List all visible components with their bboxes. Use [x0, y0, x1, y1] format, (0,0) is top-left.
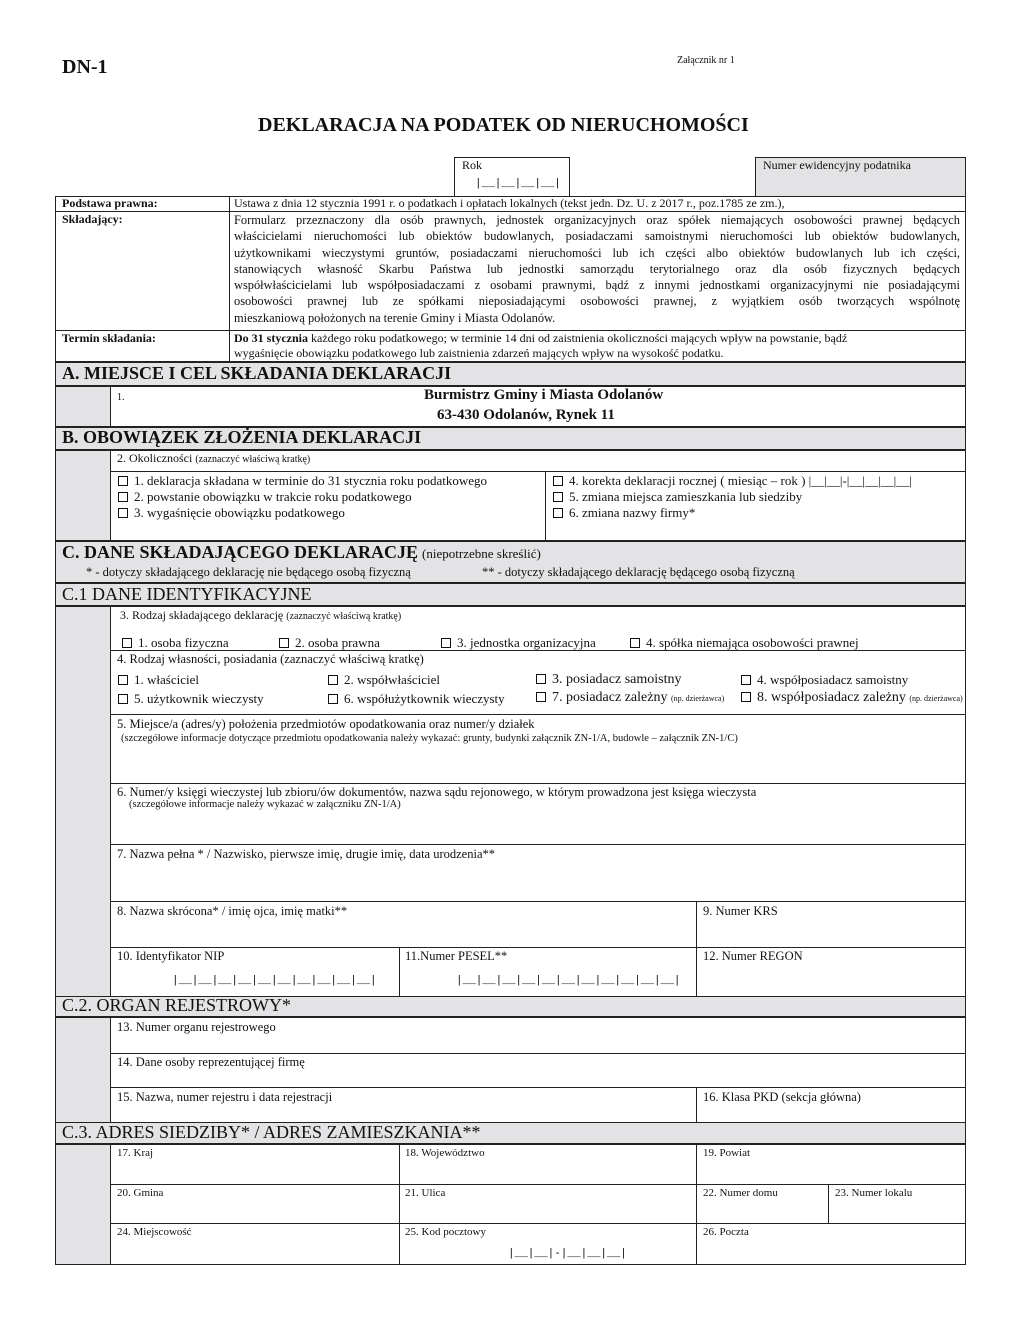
section-a-title: A. MIEJSCE I CEL SKŁADANIA DEKLARACJI	[62, 363, 452, 383]
postal-code-input[interactable]: |__|__|-|__|__|__|	[508, 1248, 627, 1260]
field-6-hint: (szczegółowe informacje należy wykazać w załączniku ZN-1/A)	[129, 799, 401, 810]
field-13-label: 13. Numer organu rejestrowego	[117, 1020, 276, 1034]
checkbox-icon[interactable]	[536, 674, 546, 684]
option-c3-1[interactable]: 1. osoba fizyczna	[122, 635, 229, 651]
option-c3-3[interactable]: 3. jednostka organizacyjna	[441, 635, 596, 651]
full-name-input[interactable]	[111, 863, 965, 900]
field-9-label: 9. Numer KRS	[703, 904, 778, 918]
option-c4-8[interactable]: 8. współposiadacz zależny (np. dzierżawca)	[741, 690, 963, 706]
option-c4-7[interactable]: 7. posiadacz zależny (np. dzierżawca)	[536, 690, 724, 706]
checkbox-icon[interactable]	[741, 675, 751, 685]
nip-input[interactable]: |__|__|__|__|__|__|__|__|__|__|	[172, 975, 377, 987]
field-14-label: 14. Dane osoby reprezentującej firmę	[117, 1055, 305, 1069]
field-23-label: 23. Numer lokalu	[835, 1187, 913, 1199]
option-b2[interactable]: 2. powstanie obowiązku w trakcie roku podatkowego	[118, 489, 412, 505]
submitter-label: Składający:	[62, 212, 123, 226]
voivodeship-input[interactable]	[400, 1162, 695, 1183]
authority-address: 63-430 Odolanów, Rynek 11	[437, 407, 615, 423]
form-code: DN-1	[62, 56, 108, 78]
checkbox-icon[interactable]	[118, 675, 128, 685]
checkbox-icon[interactable]	[118, 476, 128, 486]
option-c4-4[interactable]: 4. współposiadacz samoistny	[741, 672, 908, 688]
deadline-text-line2: wygaśnięcie obowiązku podatkowego lub zaistnienia zdarzeń mających wpływ na wysokość podatku.	[234, 346, 724, 360]
option-c4-2[interactable]: 2. współwłaściciel	[328, 672, 440, 688]
field-20-label: 20. Gmina	[117, 1187, 164, 1199]
year-digits: |__|__|__|__|	[475, 178, 561, 190]
option-c4-5[interactable]: 5. użytkownik wieczysty	[118, 691, 264, 707]
municipality-input[interactable]	[111, 1202, 398, 1222]
field-22-label: 22. Numer domu	[703, 1187, 778, 1199]
location-input[interactable]	[111, 746, 965, 782]
legal-basis-label: Podstawa prawna:	[62, 196, 158, 210]
section-c1-title: C.1 DANE IDENTYFIKACYJNE	[62, 584, 312, 604]
legal-basis-text: Ustawa z dnia 12 stycznia 1991 r. o podatkach i opłatach lokalnych (tekst jedn. Dz. U. z 2017 r., poz.1785 ze zm.),	[234, 196, 785, 210]
field-24-label: 24. Miejscowość	[117, 1226, 192, 1238]
registry-organ-input[interactable]	[111, 1036, 965, 1052]
option-c4-1[interactable]: 1. właściciel	[118, 672, 199, 688]
field-8-label: 8. Nazwa skrócona* / imię ojca, imię matki**	[117, 904, 348, 918]
section-c-note-left: * - dotyczy składającego deklarację nie będącego osobą fizyczną	[86, 565, 411, 579]
deadline-label: Termin składania:	[62, 331, 156, 345]
checkbox-icon[interactable]	[536, 692, 546, 702]
option-b3[interactable]: 3. wygaśnięcie obowiązku podatkowego	[118, 505, 345, 521]
option-c4-6[interactable]: 6. współużytkownik wieczysty	[328, 691, 505, 707]
krs-input[interactable]	[697, 920, 965, 947]
field-26-label: 26. Poczta	[703, 1226, 749, 1238]
field-25-label: 25. Kod pocztowy	[405, 1226, 486, 1238]
deadline-text-line1: Do 31 stycznia każdego roku podatkowego; w terminie 14 dni od zaistnienia okoliczności mających wpływ na powstanie, bądź	[234, 331, 848, 345]
taxpayer-number-label: Numer ewidencyjny podatnika	[763, 158, 911, 172]
checkbox-icon[interactable]	[328, 675, 338, 685]
field-5-hint: (szczegółowe informacje dotyczące przedmiotu opodatkowania należy wykazać: grunty, budynki załącznik ZN-1/A, budowle – załącznik ZN-1/C)	[121, 733, 738, 744]
field-7-label: 7. Nazwa pełna * / Nazwisko, pierwsze imię, drugie imię, data urodzenia**	[117, 847, 495, 861]
field-16-label: 16. Klasa PKD (sekcja główna)	[703, 1090, 861, 1104]
checkbox-icon[interactable]	[741, 692, 751, 702]
option-c4-3[interactable]: 3. posiadacz samoistny	[536, 672, 681, 688]
checkbox-icon[interactable]	[553, 492, 563, 502]
section-c-note-right: ** - dotyczy składającego deklarację będącego osobą fizyczną	[482, 565, 795, 579]
pkd-input[interactable]	[697, 1105, 965, 1122]
pesel-input[interactable]: |__|__|__|__|__|__|__|__|__|__|__|	[456, 975, 681, 987]
checkbox-icon[interactable]	[553, 508, 563, 518]
section-c3-title: C.3. ADRES SIEDZIBY* / ADRES ZAMIESZKANIA**	[62, 1122, 481, 1142]
page-title: DEKLARACJA NA PODATEK OD NIERUCHOMOŚCI	[258, 114, 749, 136]
field-15-label: 15. Nazwa, numer rejestru i data rejestracji	[117, 1090, 333, 1104]
field-11-label: 11.Numer PESEL**	[405, 949, 508, 963]
county-input[interactable]	[697, 1162, 965, 1183]
attachment-note: Załącznik nr 1	[677, 55, 735, 66]
field-10-label: 10. Identyfikator NIP	[117, 949, 225, 963]
checkbox-icon[interactable]	[553, 476, 563, 486]
street-input[interactable]	[400, 1202, 695, 1222]
year-label: Rok	[462, 158, 483, 172]
section-b-title: B. OBOWIĄZEK ZŁOŻENIA DEKLARACJI	[62, 427, 422, 447]
field-19-label: 19. Powiat	[703, 1147, 751, 1159]
country-input[interactable]	[111, 1162, 398, 1183]
apartment-number-input[interactable]	[829, 1202, 965, 1222]
option-c3-4[interactable]: 4. spółka niemająca osobowości prawnej	[630, 635, 859, 651]
section-c-title: C. DANE SKŁADAJĄCEGO DEKLARACJĘ (niepotrzebne skreślić)	[62, 542, 541, 562]
submitter-description: Formularz przeznaczony dla osób prawnych, jednostek organizacyjnych oraz spółek niemających osobowości prawnej będących właścicielami nieruchomości lub obiektów budowlanych, posiadaczami samoistnymi nieruchomości lub obiektów budowlanych, użytkownikami wieczystymi gruntów, posiadaczami nieruchomości lub ich części albo obiektów budowlanych lub ich części, stanowiących własność Skarbu Państwa lub jednostki samorządu terytorialnego oraz dla osób fizycznych będących współwłaścicielami lub współposiadaczami z osobami prawnymi, bądź z innymi jednostkami organizacyjnymi nie posiadającymi osobowości prawnej lub ze spółkami nieposiadającymi osobowości prawnej, z wyjątkiem osób tworzących wspólnotę mieszkaniową położonych na terenie Gminy i Miasta Odolanów.	[234, 213, 960, 325]
checkbox-icon[interactable]	[279, 638, 289, 648]
field-4-label: 4. Rodzaj własności, posiadania (zaznaczyć właściwą kratkę)	[117, 652, 424, 666]
field-6-label: 6. Numer/y księgi wieczystej lub zbioru/ów dokumentów, nazwa sądu rejonowego, w którym prowadzona jest księga wieczysta	[117, 785, 757, 799]
representative-input[interactable]	[111, 1071, 965, 1086]
checkbox-icon[interactable]	[328, 694, 338, 704]
city-input[interactable]	[111, 1241, 398, 1264]
section-c2-title: C.2. ORGAN REJESTROWY*	[62, 995, 292, 1015]
field-1-label: 1.	[117, 392, 125, 403]
checkbox-icon[interactable]	[118, 508, 128, 518]
regon-input[interactable]	[697, 965, 965, 995]
field-18-label: 18. Województwo	[405, 1147, 485, 1159]
checkbox-icon[interactable]	[441, 638, 451, 648]
short-name-input[interactable]	[111, 920, 695, 947]
field-12-label: 12. Numer REGON	[703, 949, 803, 963]
authority-name: Burmistrz Gminy i Miasta Odolanów	[424, 387, 664, 403]
field-5-label: 5. Miejsce/a (adres/y) położenia przedmiotów opodatkowania oraz numer/y działek	[117, 717, 535, 731]
option-b4[interactable]: 4. korekta deklaracji rocznej ( miesiąc – rok ) |__|__|-|__|__|__|__|	[553, 473, 912, 489]
land-register-input[interactable]	[111, 813, 965, 843]
field-17-label: 17. Kraj	[117, 1147, 154, 1159]
checkbox-icon[interactable]	[630, 638, 640, 648]
option-b5[interactable]: 5. zmiana miejsca zamieszkania lub siedziby	[553, 489, 802, 505]
option-b1[interactable]: 1. deklaracja składana w terminie do 31 stycznia roku podatkowego	[118, 473, 487, 489]
option-b6[interactable]: 6. zmiana nazwy firmy*	[553, 505, 695, 521]
checkbox-icon[interactable]	[122, 638, 132, 648]
post-office-input[interactable]	[697, 1241, 965, 1264]
checkbox-icon[interactable]	[118, 694, 128, 704]
registry-details-input[interactable]	[111, 1105, 695, 1122]
option-c3-2[interactable]: 2. osoba prawna	[279, 635, 380, 651]
field-2-label: 2. Okoliczności (zaznaczyć właściwą kratkę)	[117, 451, 311, 465]
field-3-label: 3. Rodzaj składającego deklarację (zaznaczyć właściwą kratkę)	[120, 608, 402, 622]
field-21-label: 21. Ulica	[405, 1187, 446, 1199]
house-number-input[interactable]	[697, 1202, 827, 1222]
checkbox-icon[interactable]	[118, 492, 128, 502]
